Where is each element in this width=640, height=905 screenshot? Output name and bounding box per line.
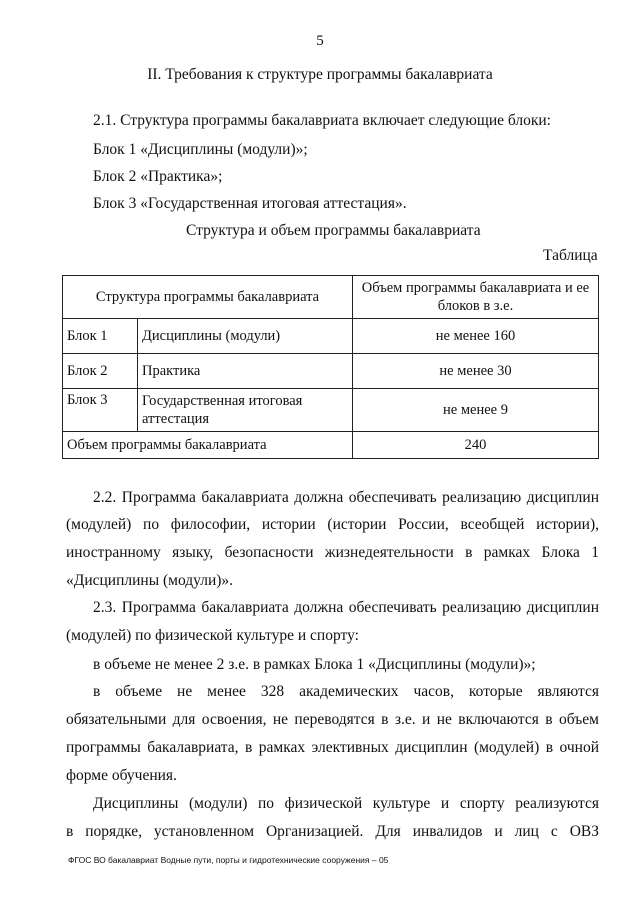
block-1-item: Блок 1 «Дисциплины (модули)»; (93, 141, 308, 158)
block-cell: Блок 3 (63, 389, 138, 432)
table-title: Структура и объем программы бакалавриата (186, 222, 481, 239)
paragraph-2-3-line: 2.3. Программа бакалавриата должна обеспечивать реализацию дисциплин (93, 599, 599, 616)
paragraph-2-2-line: «Дисциплины (модули)». (66, 572, 234, 589)
table-label: Таблица (543, 247, 598, 264)
block-2-item: Блок 2 «Практика»; (93, 168, 223, 185)
paragraph-2-1: 2.1. Структура программы бакалавриата включает следующие блоки: (93, 112, 551, 129)
total-value-cell: 240 (353, 432, 599, 459)
block-cell: Блок 2 (63, 354, 138, 389)
block-volume-cell: не менее 160 (353, 319, 599, 354)
paragraph-2-2-line: 2.2. Программа бакалавриата должна обеспечивать реализацию дисциплин (93, 489, 599, 506)
table-row (63, 354, 599, 389)
paragraph-2-3-line: (модулей) по физической культуре и спорту: (66, 627, 359, 644)
header-volume-cell: Объем программы бакалавриата и ее блоков в з.е. (353, 276, 599, 319)
table-row (63, 319, 599, 354)
block-cell: Блок 1 (63, 319, 138, 354)
paragraph-2-3-item-b-line: в объеме не менее 328 академических часов, которые являются (93, 683, 599, 700)
page-footer: ФГОС ВО бакалавриат Водные пути, порты и гидротехнические сооружения – 05 (68, 855, 389, 865)
table-header-row (63, 276, 599, 319)
paragraph-2-3-item-b-line: форме обучения. (66, 767, 177, 784)
block-volume-cell: не менее 30 (353, 354, 599, 389)
paragraph-2-3-item-b-line: программы бакалавриата, в рамках элективных дисциплин (модулей) в очной (66, 739, 599, 756)
table-total-row (63, 432, 599, 459)
section-title: II. Требования к структуре программы бакалавриата (147, 66, 493, 83)
table-row (63, 389, 599, 432)
block-3-item: Блок 3 «Государственная итоговая аттестация». (93, 195, 407, 212)
paragraph-2-2-line: (модулей) по философии, истории (истории России, всеобщей истории), (66, 516, 599, 533)
paragraph-2-3-item-b-line: обязательными для освоения, не переводятся в з.е. и не включаются в объем (66, 711, 599, 728)
paragraph-2-3-item-a: в объеме не менее 2 з.е. в рамках Блока 1 «Дисциплины (модули)»; (93, 656, 536, 673)
program-structure-table (62, 275, 599, 459)
paragraph-2-4-line: Дисциплины (модули) по физической культуре и спорту реализуются (93, 795, 599, 812)
block-name-cell: Государственная итоговая аттестация (138, 389, 353, 432)
total-label-cell: Объем программы бакалавриата (63, 432, 353, 459)
page-number: 5 (316, 33, 324, 49)
block-volume-cell: не менее 9 (353, 389, 599, 432)
paragraph-2-2-line: иностранному языку, безопасности жизнедеятельности в рамках Блока 1 (66, 544, 599, 561)
header-structure-cell: Структура программы бакалавриата (63, 276, 353, 319)
paragraph-2-4-line: в порядке, установленном Организацией. Для инвалидов и лиц с ОВЗ (66, 823, 599, 840)
block-name-cell: Дисциплины (модули) (138, 319, 353, 354)
block-name-cell: Практика (138, 354, 353, 389)
